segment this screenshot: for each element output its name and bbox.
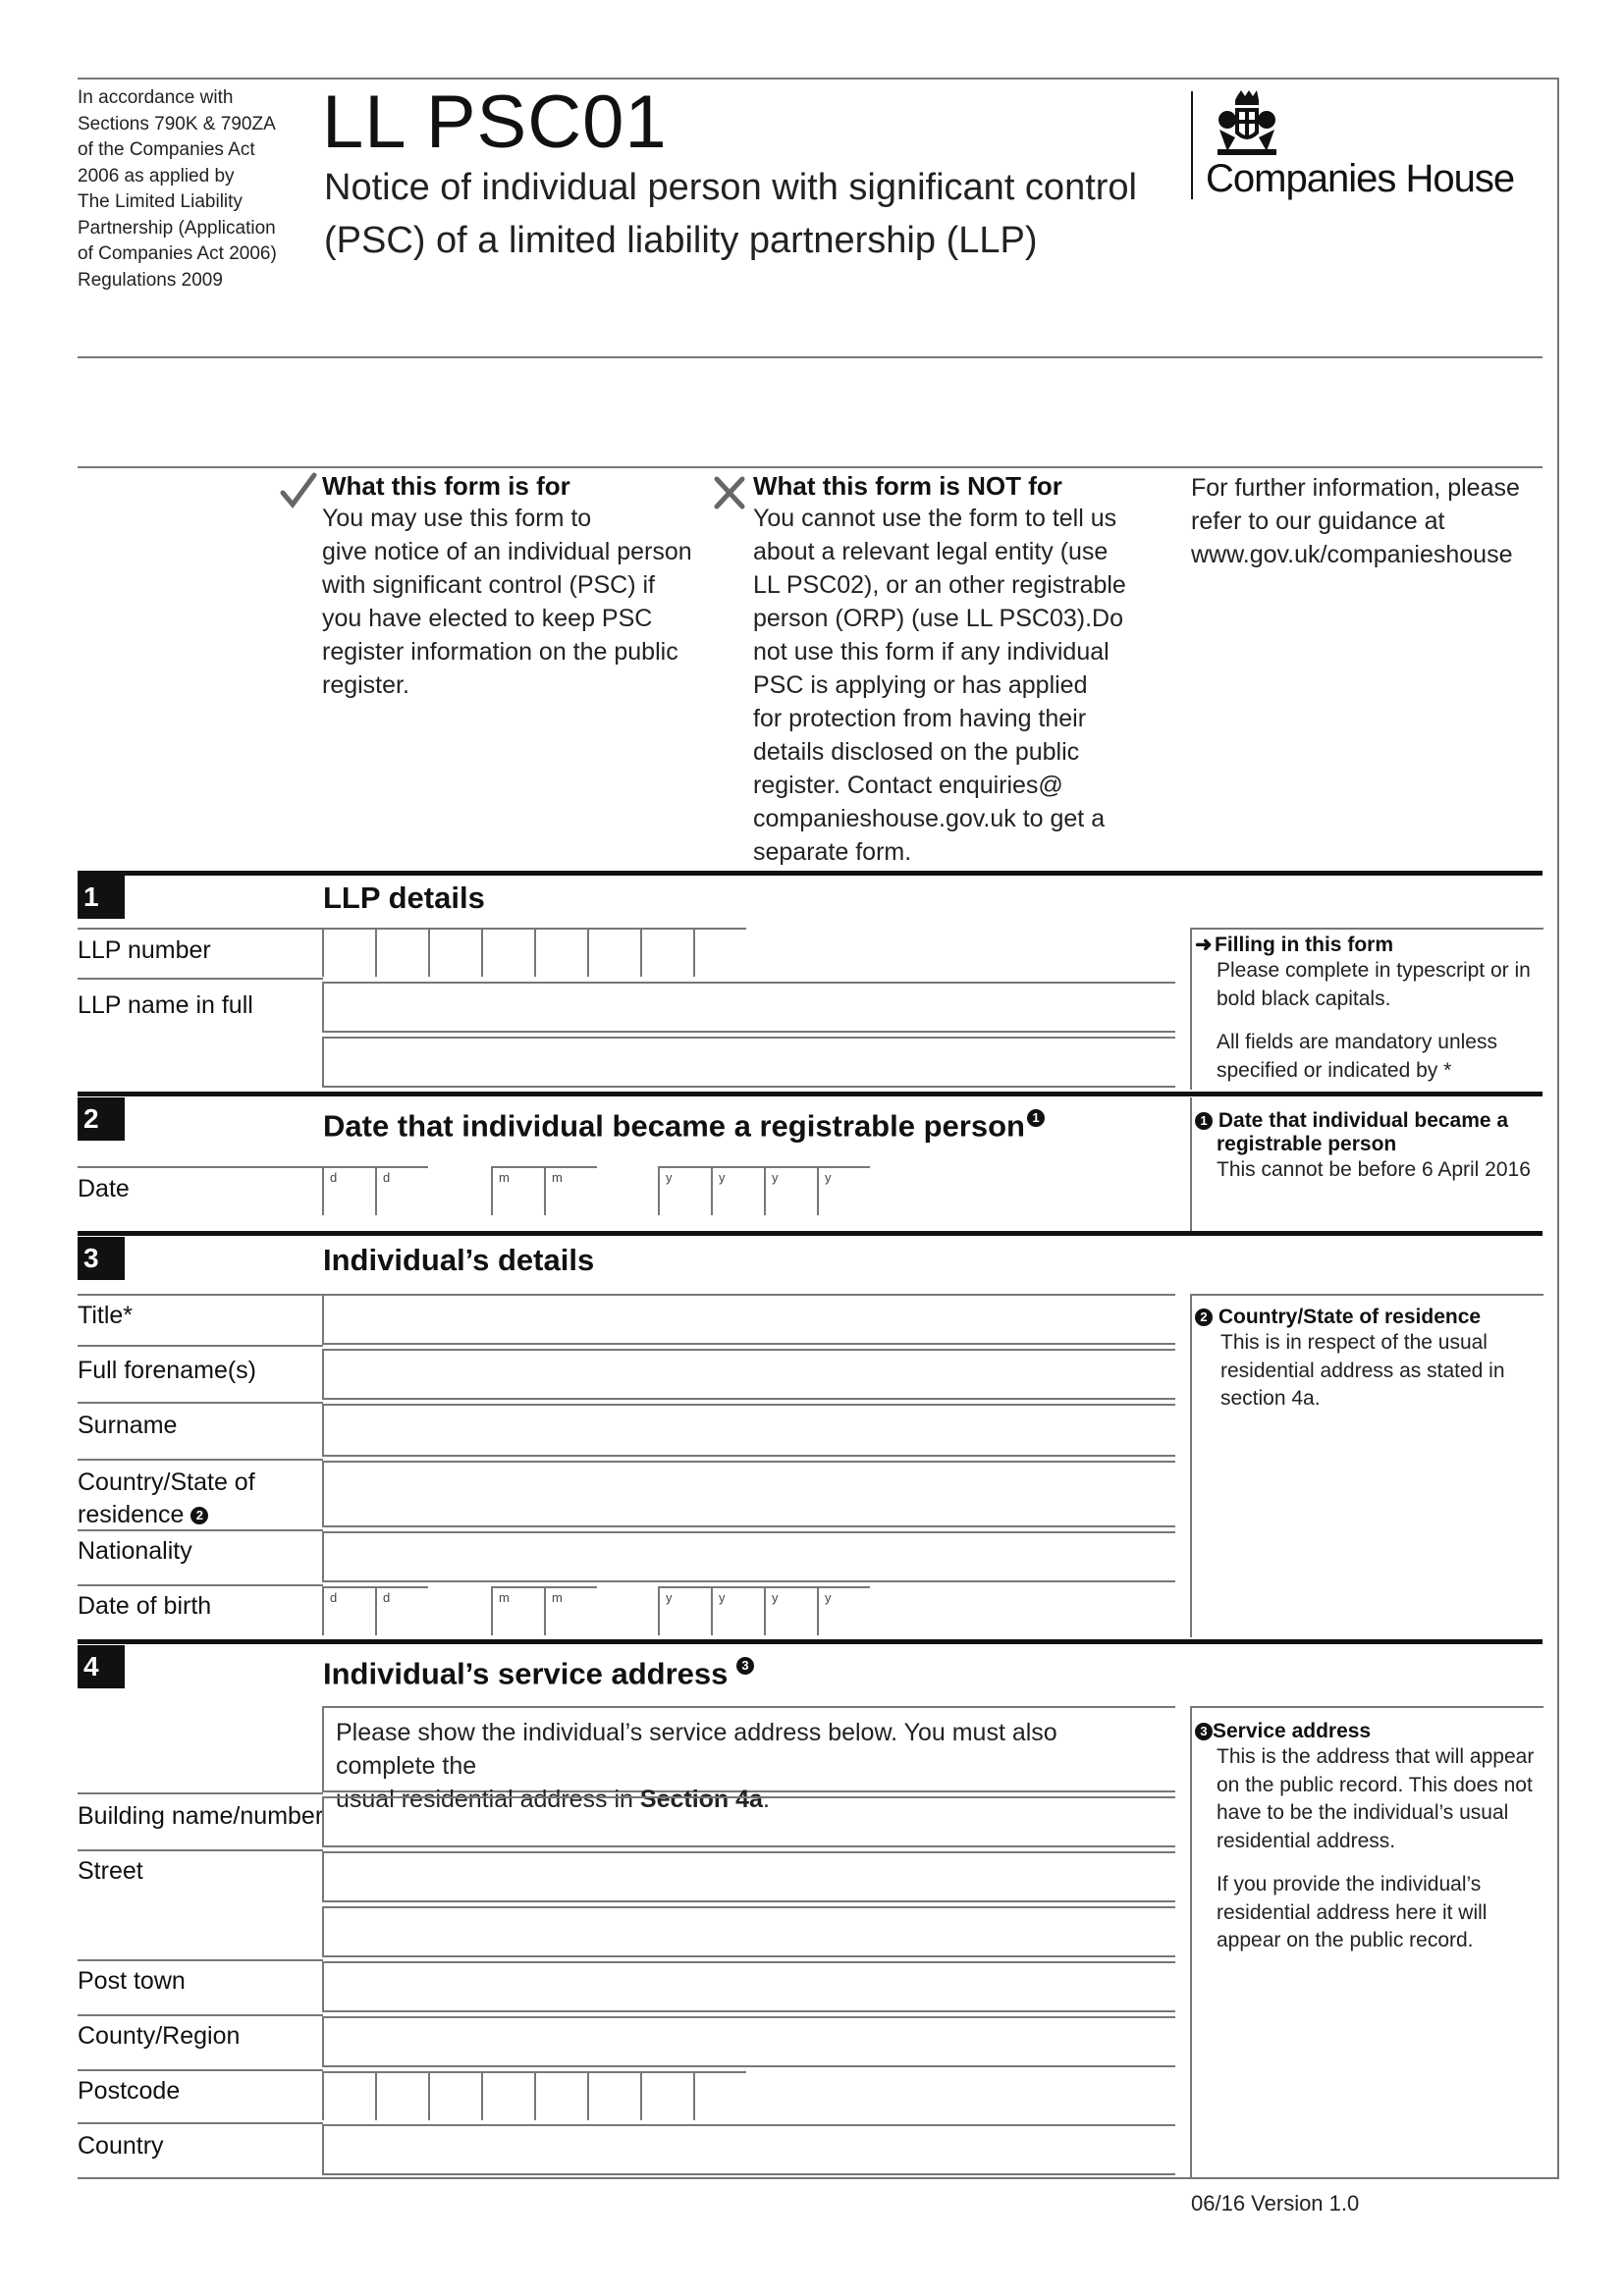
arrow-right-icon: ➜ (1195, 934, 1213, 956)
section3-number: 3 (78, 1237, 125, 1280)
forenames-label: Full forename(s) (78, 1357, 256, 1384)
llp-number-box[interactable] (587, 928, 640, 977)
not-for-line: separate form. (753, 838, 912, 866)
form-title-line1: Notice of individual person with significant control (324, 167, 1137, 208)
building-label: Building name/number (78, 1802, 324, 1830)
crest-icon (1208, 90, 1286, 159)
section2-label-line (78, 1166, 323, 1168)
section1-title: LLP details (323, 881, 485, 915)
not-for-line: PSC is applying or has applied (753, 671, 1088, 699)
registrable-date-note (1195, 1109, 1548, 1185)
building-input[interactable] (322, 1796, 1175, 1847)
llp-number-label: LLP number (78, 936, 211, 964)
placeholder: y (825, 1170, 832, 1185)
logo-divider (1191, 91, 1193, 199)
legal-line: The Limited Liability (78, 191, 243, 212)
note3-top (1190, 1294, 1543, 1296)
year-box[interactable] (658, 1586, 711, 1635)
llp-number-box[interactable] (693, 928, 746, 977)
placeholder: m (499, 1170, 510, 1185)
country-residence-note (1195, 1306, 1548, 1414)
legal-line: Partnership (Application (78, 217, 276, 239)
service-address-note (1195, 1720, 1548, 1955)
ref-bullet: 1 (1195, 1112, 1213, 1130)
nationality-input[interactable] (322, 1531, 1175, 1582)
year-box[interactable] (711, 1586, 764, 1635)
note-line: specified or indicated by * (1217, 1058, 1452, 1082)
placeholder: y (825, 1590, 832, 1605)
note-heading-text: Service address (1213, 1720, 1372, 1742)
post-town-label: Post town (78, 1967, 186, 1995)
guidance-link[interactable]: www.gov.uk/companieshouse (1191, 541, 1513, 568)
row-divider (78, 1792, 323, 1794)
note4-top (1190, 1706, 1543, 1708)
filling-in-heading-text: Filling in this form (1215, 934, 1393, 956)
year-box[interactable] (764, 1586, 817, 1635)
year-box[interactable] (658, 1166, 711, 1215)
not-for-line: not use this form if any individual (753, 638, 1110, 666)
row-divider (78, 1345, 323, 1347)
county-label: County/Region (78, 2022, 241, 2050)
postcode-box[interactable] (640, 2071, 693, 2120)
row-divider (78, 1402, 323, 1404)
month-box[interactable] (491, 1166, 544, 1215)
instruction-text: usual residential address in (336, 1786, 640, 1813)
title-input[interactable] (322, 1294, 1175, 1345)
note2-left (1190, 1097, 1192, 1233)
legal-line: of Companies Act 2006) (78, 243, 277, 264)
not-for-line: LL PSC02), or an other registrable (753, 571, 1126, 599)
day-box[interactable] (322, 1166, 375, 1215)
section4-rule (78, 1639, 1543, 1644)
forenames-input[interactable] (322, 1349, 1175, 1400)
legal-line: of the Companies Act (78, 139, 255, 160)
legal-line: 2006 as applied by (78, 165, 235, 187)
frame-bottom (78, 2177, 1559, 2179)
day-box[interactable] (375, 1166, 428, 1215)
placeholder: y (772, 1170, 779, 1185)
ref-bullet: 2 (190, 1507, 208, 1524)
nationality-label: Nationality (78, 1537, 192, 1565)
label-line (78, 1499, 255, 1531)
postcode-box[interactable] (481, 2071, 534, 2120)
for-line: give notice of an individual person (322, 538, 692, 565)
not-for-line: person (ORP) (use LL PSC03).Do (753, 605, 1124, 632)
section2-title-text: Date that individual became a registrable person (323, 1108, 1025, 1144)
month-box[interactable] (491, 1586, 544, 1635)
postcode-box[interactable] (693, 2071, 746, 2120)
note-heading-text: registrable person (1217, 1133, 1397, 1155)
note-line: All fields are mandatory unless (1217, 1031, 1497, 1053)
llp-name-label: LLP name in full (78, 991, 253, 1019)
section3-rule (78, 1231, 1543, 1236)
row-divider (78, 2014, 323, 2016)
country-label: Country (78, 2132, 164, 2160)
row-divider (78, 1584, 323, 1586)
version-label: 06/16 Version 1.0 (1191, 2191, 1360, 2216)
note4-left (1190, 1706, 1192, 2177)
county-input[interactable] (322, 2016, 1175, 2067)
placeholder: d (330, 1170, 338, 1185)
placeholder: y (666, 1170, 673, 1185)
dob-input[interactable] (322, 1586, 872, 1635)
note1-left (1190, 928, 1192, 1090)
cross-icon (713, 475, 746, 510)
placeholder: m (552, 1170, 563, 1185)
placeholder: m (552, 1590, 563, 1605)
note-line: residential address. (1217, 1829, 1396, 1852)
llp-name-input-line2[interactable] (322, 1037, 1175, 1088)
placeholder: y (719, 1590, 726, 1605)
for-line: register. (322, 671, 409, 699)
note-heading-text: Country/State of residence (1218, 1306, 1482, 1328)
llp-number-input[interactable] (322, 928, 746, 977)
postcode-input[interactable] (322, 2071, 746, 2120)
legal-line: In accordance with (78, 87, 234, 108)
llp-number-box[interactable] (428, 928, 481, 977)
section2-rule (78, 1092, 1543, 1096)
title-label: Title* (78, 1302, 134, 1329)
country-residence-label (78, 1467, 255, 1531)
not-for-heading: What this form is NOT for (753, 471, 1062, 501)
postcode-box[interactable] (322, 2071, 375, 2120)
section3-title: Individual’s details (323, 1243, 595, 1277)
note1-top (1190, 928, 1543, 930)
label-line: Country/State of (78, 1468, 255, 1496)
llp-number-box[interactable] (640, 928, 693, 977)
postcode-box[interactable] (375, 2071, 428, 2120)
llp-number-box[interactable] (534, 928, 587, 977)
note-line: If you provide the individual’s (1217, 1873, 1482, 1896)
note-spacer (1195, 1013, 1548, 1029)
ref-bullet: 3 (1195, 1723, 1213, 1740)
header-separator (78, 356, 1543, 358)
intro-separator (78, 466, 1543, 468)
row-divider (78, 1459, 323, 1461)
note-line: on the public record. This does not (1217, 1773, 1533, 1796)
year-box[interactable] (711, 1166, 764, 1215)
country-residence-input[interactable] (322, 1461, 1175, 1527)
day-box[interactable] (322, 1586, 375, 1635)
note-line: This is the address that will appear (1217, 1745, 1535, 1768)
further-information (1191, 471, 1554, 571)
row-divider (78, 2122, 323, 2124)
llp-name-input-line1[interactable] (322, 982, 1175, 1033)
postcode-box[interactable] (428, 2071, 481, 2120)
section1-rule (78, 871, 1543, 876)
note3-left (1190, 1294, 1192, 1637)
service-address-instruction (322, 1706, 1175, 1813)
ref-bullet: 3 (736, 1657, 754, 1675)
guidance-ref-3 (736, 1651, 754, 1679)
section1-label-line (78, 928, 323, 930)
section-4a-ref: Section 4a (639, 1786, 763, 1813)
registrable-note-heading (1195, 1109, 1548, 1133)
info-line: For further information, please (1191, 474, 1520, 502)
dob-label: Date of birth (78, 1592, 212, 1620)
label-text: residence (78, 1501, 185, 1528)
section3-label-line (78, 1294, 323, 1296)
postcode-box[interactable] (587, 2071, 640, 2120)
note-line: residential address as stated in (1220, 1359, 1505, 1382)
country-input[interactable] (322, 2124, 1175, 2175)
row-divider (78, 1959, 323, 1961)
section2-title (323, 1103, 1045, 1144)
not-for-line: about a relevant legal entity (use (753, 538, 1109, 565)
postcode-box[interactable] (534, 2071, 587, 2120)
day-box[interactable] (375, 1586, 428, 1635)
date-input[interactable] (322, 1166, 872, 1215)
section4-title-text: Individual’s service address (323, 1656, 729, 1691)
what-form-is-for (322, 471, 695, 702)
check-icon (279, 471, 318, 510)
note-line: residential address here it will (1217, 1900, 1488, 1924)
year-box[interactable] (817, 1586, 870, 1635)
not-for-line: You cannot use the form to tell us (753, 505, 1117, 532)
legal-line: Sections 790K & 790ZA (78, 113, 276, 134)
frame-right (1557, 78, 1559, 2178)
filling-in-note (1195, 933, 1548, 1085)
llp-number-box[interactable] (481, 928, 534, 977)
row-divider (78, 1849, 323, 1851)
placeholder: y (666, 1590, 673, 1605)
section4-title (323, 1651, 754, 1691)
ref-bullet: 1 (1027, 1109, 1045, 1127)
placeholder: m (499, 1590, 510, 1605)
note-line: have to be the individual’s usual (1217, 1801, 1509, 1824)
section4-number: 4 (78, 1645, 125, 1688)
frame-top (78, 78, 1559, 80)
instruction-line: Please show the individual’s service address below. You must also complete the (336, 1719, 1057, 1780)
date-label: Date (78, 1175, 130, 1202)
what-form-is-not-for (753, 471, 1165, 869)
note-line: appear on the public record. (1217, 1929, 1474, 1951)
note-heading-text: Date that individual became a (1218, 1109, 1509, 1132)
month-box[interactable] (544, 1586, 597, 1635)
legal-line: Regulations 2009 (78, 269, 223, 291)
placeholder: d (383, 1590, 391, 1605)
for-line: with significant control (PSC) if (322, 571, 656, 599)
not-for-line: details disclosed on the public (753, 738, 1080, 766)
for-line: register information on the public (322, 638, 678, 666)
ref-bullet: 2 (1195, 1308, 1213, 1326)
service-note-heading (1195, 1720, 1548, 1743)
surname-label: Surname (78, 1412, 178, 1439)
street-input-line2[interactable] (322, 1906, 1175, 1957)
for-heading: What this form is for (322, 471, 570, 501)
section2-number: 2 (78, 1097, 125, 1141)
placeholder: y (719, 1170, 726, 1185)
note-line: Please complete in typescript or in (1217, 959, 1531, 982)
note-line: This is in respect of the usual (1220, 1331, 1488, 1354)
month-box[interactable] (544, 1166, 597, 1215)
placeholder: y (772, 1590, 779, 1605)
post-town-input[interactable] (322, 1961, 1175, 2012)
street-input-line1[interactable] (322, 1851, 1175, 1902)
llp-number-box[interactable] (322, 928, 375, 977)
llp-number-underline (78, 978, 323, 980)
filling-in-heading (1195, 933, 1548, 957)
placeholder: d (330, 1590, 338, 1605)
instruction-text: . (762, 1786, 770, 1813)
brand-name: Companies House (1206, 157, 1515, 200)
legal-reference (78, 85, 294, 294)
not-for-line: register. Contact enquiries@ (753, 772, 1063, 799)
info-line: refer to our guidance at (1191, 507, 1445, 535)
year-box[interactable] (764, 1166, 817, 1215)
guidance-ref-1 (1027, 1103, 1045, 1131)
note-line: This cannot be before 6 April 2016 (1217, 1158, 1531, 1181)
form-code: LL PSC01 (322, 80, 668, 164)
not-for-line: companieshouse.gov.uk to get a (753, 805, 1106, 832)
form-title-line2: (PSC) of a limited liability partnership (LLP) (324, 220, 1038, 261)
row-divider (78, 2069, 323, 2071)
section1-number: 1 (78, 876, 125, 919)
for-line: you have elected to keep PSC (322, 605, 653, 632)
note-spacer (1195, 1855, 1548, 1871)
surname-input[interactable] (322, 1404, 1175, 1457)
llp-number-box[interactable] (375, 928, 428, 977)
note-line: bold black capitals. (1217, 987, 1391, 1010)
street-label: Street (78, 1857, 143, 1885)
for-line: You may use this form to (322, 505, 592, 532)
row-divider (78, 1529, 323, 1531)
note-line: section 4a. (1220, 1387, 1321, 1410)
not-for-line: for protection from having their (753, 705, 1087, 732)
year-box[interactable] (817, 1166, 870, 1215)
country-note-heading (1195, 1306, 1548, 1329)
postcode-label: Postcode (78, 2077, 181, 2105)
placeholder: d (383, 1170, 391, 1185)
